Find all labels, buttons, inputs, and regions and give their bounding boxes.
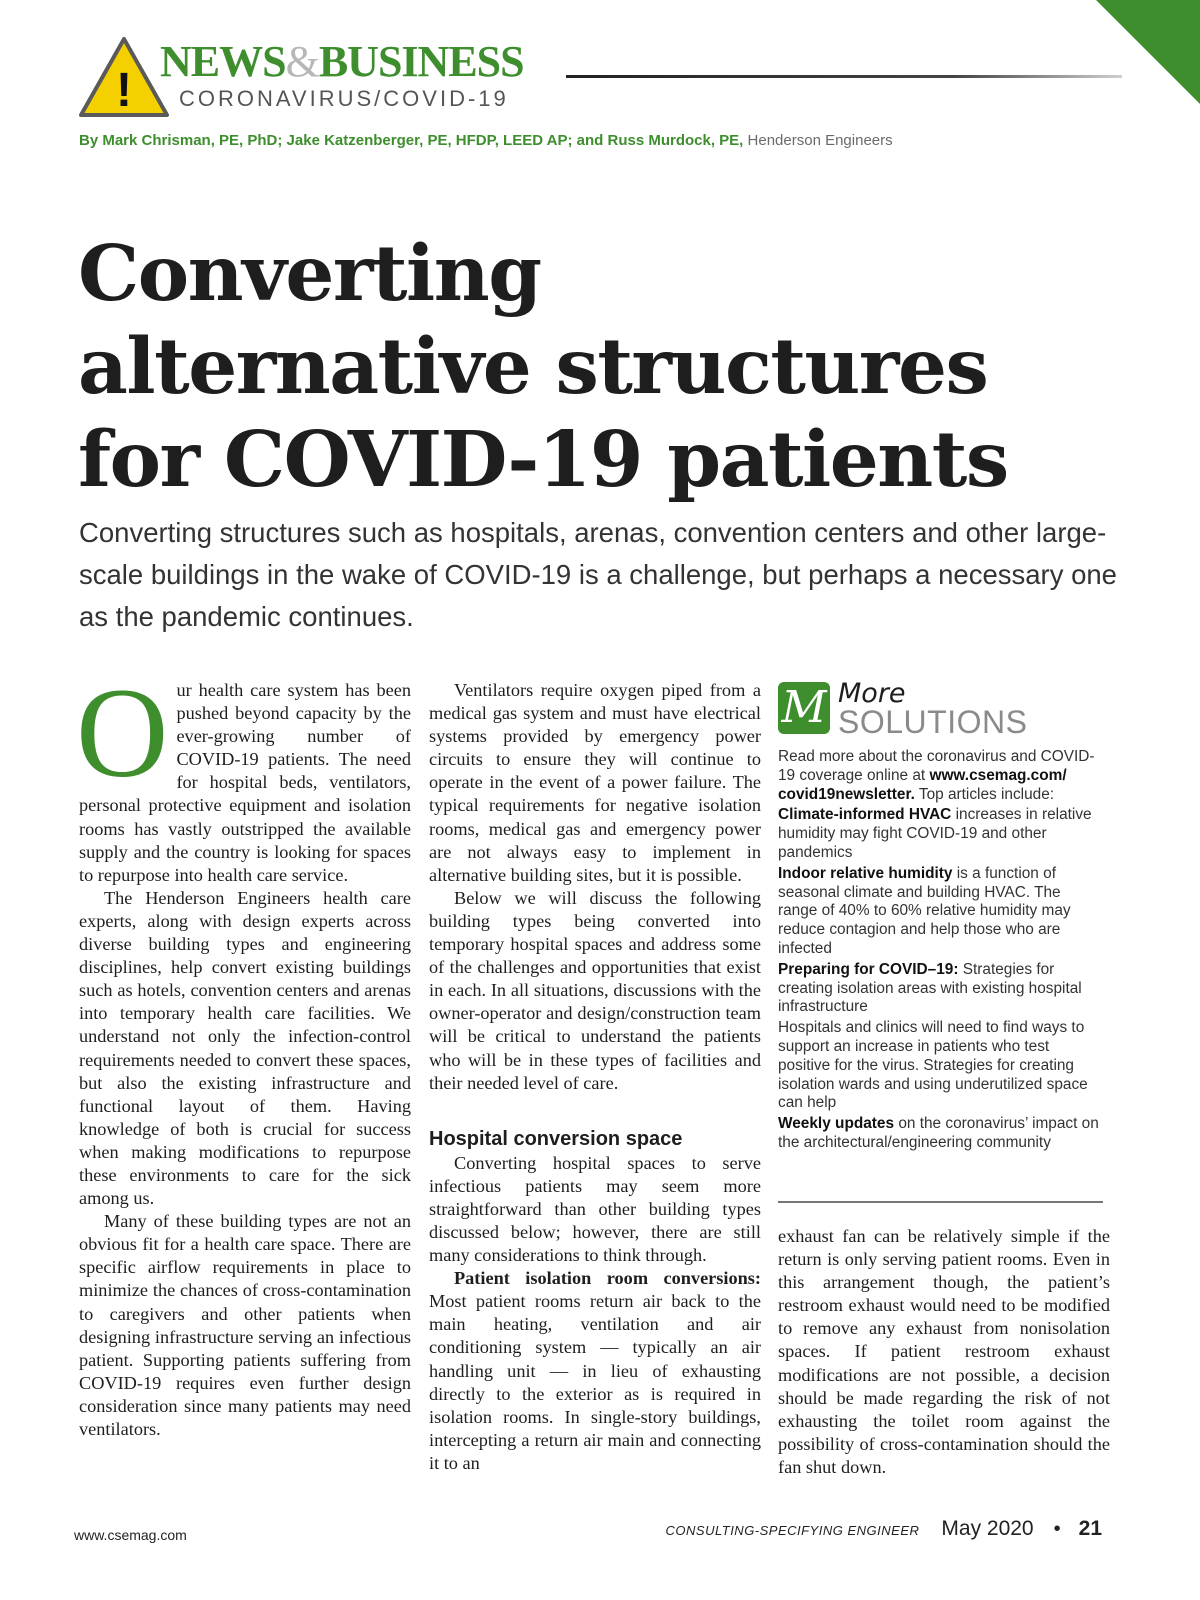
body-column-3 — [778, 1225, 1110, 1479]
warning-exclamation: ! — [116, 64, 132, 117]
paragraph-text: ur health care system has been pushed beyond capacity by the ever-growing number of COVID-19 patients. The need for hospital beds, ventilators, personal protective equipment and isolation rooms has vastly outstripped the available supply and the country is looking for spaces to repurpose into health care service. — [79, 680, 411, 885]
body-paragraph: Below we will discuss the following building types being converted into temporary hospital spaces and address some of the challenges and opportunities that exist in each. In all situations, discussions with the owner-operator and design/construction team will be critical to understand the patients who will be in these types of facilities and their needed level of care. — [429, 887, 761, 1093]
sidebar-url-link[interactable]: www.csemag.com/ covid19newsletter. — [778, 766, 1067, 803]
section-ampersand: & — [285, 37, 319, 86]
sidebar-item-text: Hospitals and clinics will need to find ways to support an increase in patients who test positive for the virus. Strategies for creating isolation wards and using underutilized space can help — [778, 1019, 1088, 1112]
sidebar-item-title: Indoor relative humidity — [778, 864, 953, 882]
more-solutions-sidebar — [778, 678, 1103, 1155]
body-paragraph: Many of these building types are not an obvious fit for a health care space. There are specific airflow requirements in place to minimize the chances of cross-contamination to caregivers and other patients when designing infrastructure serving an infectious patient. Supporting patients suffering from COVID-19 requires even further design consideration since many patients may need ventilators. — [79, 1211, 411, 1439]
section-word-news: NEWS — [160, 37, 286, 86]
intro-text: Read more about the coronavirus and COVID-19 coverage online at — [778, 748, 1095, 784]
sidebar-body — [778, 748, 1103, 1153]
corner-accent — [1096, 0, 1200, 104]
sidebar-item[interactable] — [778, 865, 1103, 959]
sidebar-item-title: Climate-informed HVAC — [778, 806, 952, 824]
sidebar-item-text: Strategies for creating isolation areas with existing hospital infrastructure — [778, 960, 1082, 1016]
headline-line-3: for COVID-19 patients — [78, 415, 1008, 505]
section-rule — [566, 75, 1122, 78]
page-number: 21 — [1078, 1517, 1102, 1540]
byline — [79, 132, 893, 149]
footer-date: May 2020 — [941, 1517, 1034, 1540]
byline-company: Henderson Engineers — [747, 132, 893, 149]
body-paragraph: Ventilators require oxygen piped from a medical gas system and must have electrical systems provided by emergency power circuits to ensure they will continue to operate in the event of a power failure. The typical requirements for negative isolation rooms, medical gas and emergency power are not always easy to implement in alternative building sites, but it is possible. — [429, 680, 761, 885]
body-paragraph — [76, 662, 411, 887]
body-paragraph: Converting hospital spaces to serve infectious patients may seem more straightforward than other building types discussed below; however, there are still many considerations to think through. — [429, 1152, 761, 1266]
sidebar-item[interactable] — [778, 1019, 1103, 1113]
byline-authors: By Mark Chrisman, PE, PhD; Jake Katzenberger, PE, HFDP, LEED AP; and Russ Murdock, PE, — [79, 132, 744, 149]
body-column-1 — [76, 662, 411, 1441]
warning-icon — [76, 34, 172, 120]
paragraph-text: Most patient rooms return air back to the main heating, ventilation and air conditioning system — typically an air handling unit — in lieu of exhausting directly to the exterior as is required in isolation rooms. In single-story buildings, intercepting a return air main and connecting it to an — [429, 1291, 761, 1473]
sidebar-item-text: increases in relative humidity may fight COVID-19 and other pandemics — [778, 806, 1092, 861]
sidebar-item-title: Preparing for COVID–19: — [778, 960, 959, 978]
body-paragraph: The Henderson Engineers health care experts, along with design experts across diverse building types and engineering disciplines, help convert existing buildings such as hotels, convention centers and arenas into temporary health care facilities. We understand not only the infection-control requirements needed to convert these spaces, but also the existing infrastructure and functional layout of them. Having knowledge of both is crucial for success when making modifications to repurpose these environments to care for the sick among us. — [79, 887, 411, 1209]
body-column-2 — [429, 679, 761, 1475]
sidebar-item[interactable] — [778, 961, 1103, 1017]
sidebar-item-text: is a function of seasonal climate and building HVAC. The range of 40% to 60% relative humidity may reduce contagion and help those who are infected — [778, 864, 1071, 957]
sidebar-divider — [778, 1201, 1103, 1203]
section-name — [160, 37, 524, 86]
section-word-business: BUSINESS — [318, 37, 524, 86]
footer-folio — [666, 1518, 1102, 1539]
footer-bullet: • — [1053, 1518, 1061, 1540]
sidebar-item[interactable] — [778, 1115, 1103, 1153]
drop-cap: O — [76, 662, 169, 804]
footer-publication: CONSULTING-SPECIFYING ENGINEER — [665, 1523, 920, 1538]
footer-website[interactable]: www.csemag.com — [74, 1527, 187, 1543]
subhead-hospital-conversion: Hospital conversion space — [429, 1127, 683, 1150]
body-paragraph — [429, 1267, 761, 1475]
logo-solutions-text: SOLUTIONS — [838, 704, 1028, 740]
logo-more-text: More — [838, 678, 906, 709]
sidebar-intro — [778, 748, 1103, 804]
article-headline — [78, 228, 1138, 507]
article-deck: Converting structures such as hospitals, arenas, convention centers and other large-scale buildings in the wake of COVID-19 is a challenge, but perhaps a necessary one as the pandemic continues. — [79, 517, 1117, 632]
more-solutions-logo — [778, 678, 1103, 742]
runin-heading: Patient isolation room conversions: — [454, 1268, 761, 1289]
body-paragraph: exhaust fan can be relatively simple if the return is only serving patient rooms. Even in this arrangement though, the patient’s restroom exhaust would need to be modified to remove any exhaust from nonisolation spaces. If patient restroom exhaust modifications are not possible, a decision should be made regarding the risk of not exhausting the toilet room against the possibility of cross-contamination should the fan shut down. — [778, 1226, 1110, 1477]
sidebar-item-title: Weekly updates — [778, 1115, 895, 1133]
subsection-label: CORONAVIRUS/COVID-19 — [179, 86, 509, 111]
headline-line-1: Converting — [78, 229, 541, 319]
intro-tail: Top articles include: — [918, 785, 1055, 803]
headline-line-2: alternative structures — [78, 322, 988, 412]
sidebar-item[interactable] — [778, 806, 1103, 862]
m-logo-icon: M — [778, 682, 830, 734]
sidebar-item-text: on the coronavirus’ impact on the architectural/engineering community — [778, 1115, 1099, 1151]
